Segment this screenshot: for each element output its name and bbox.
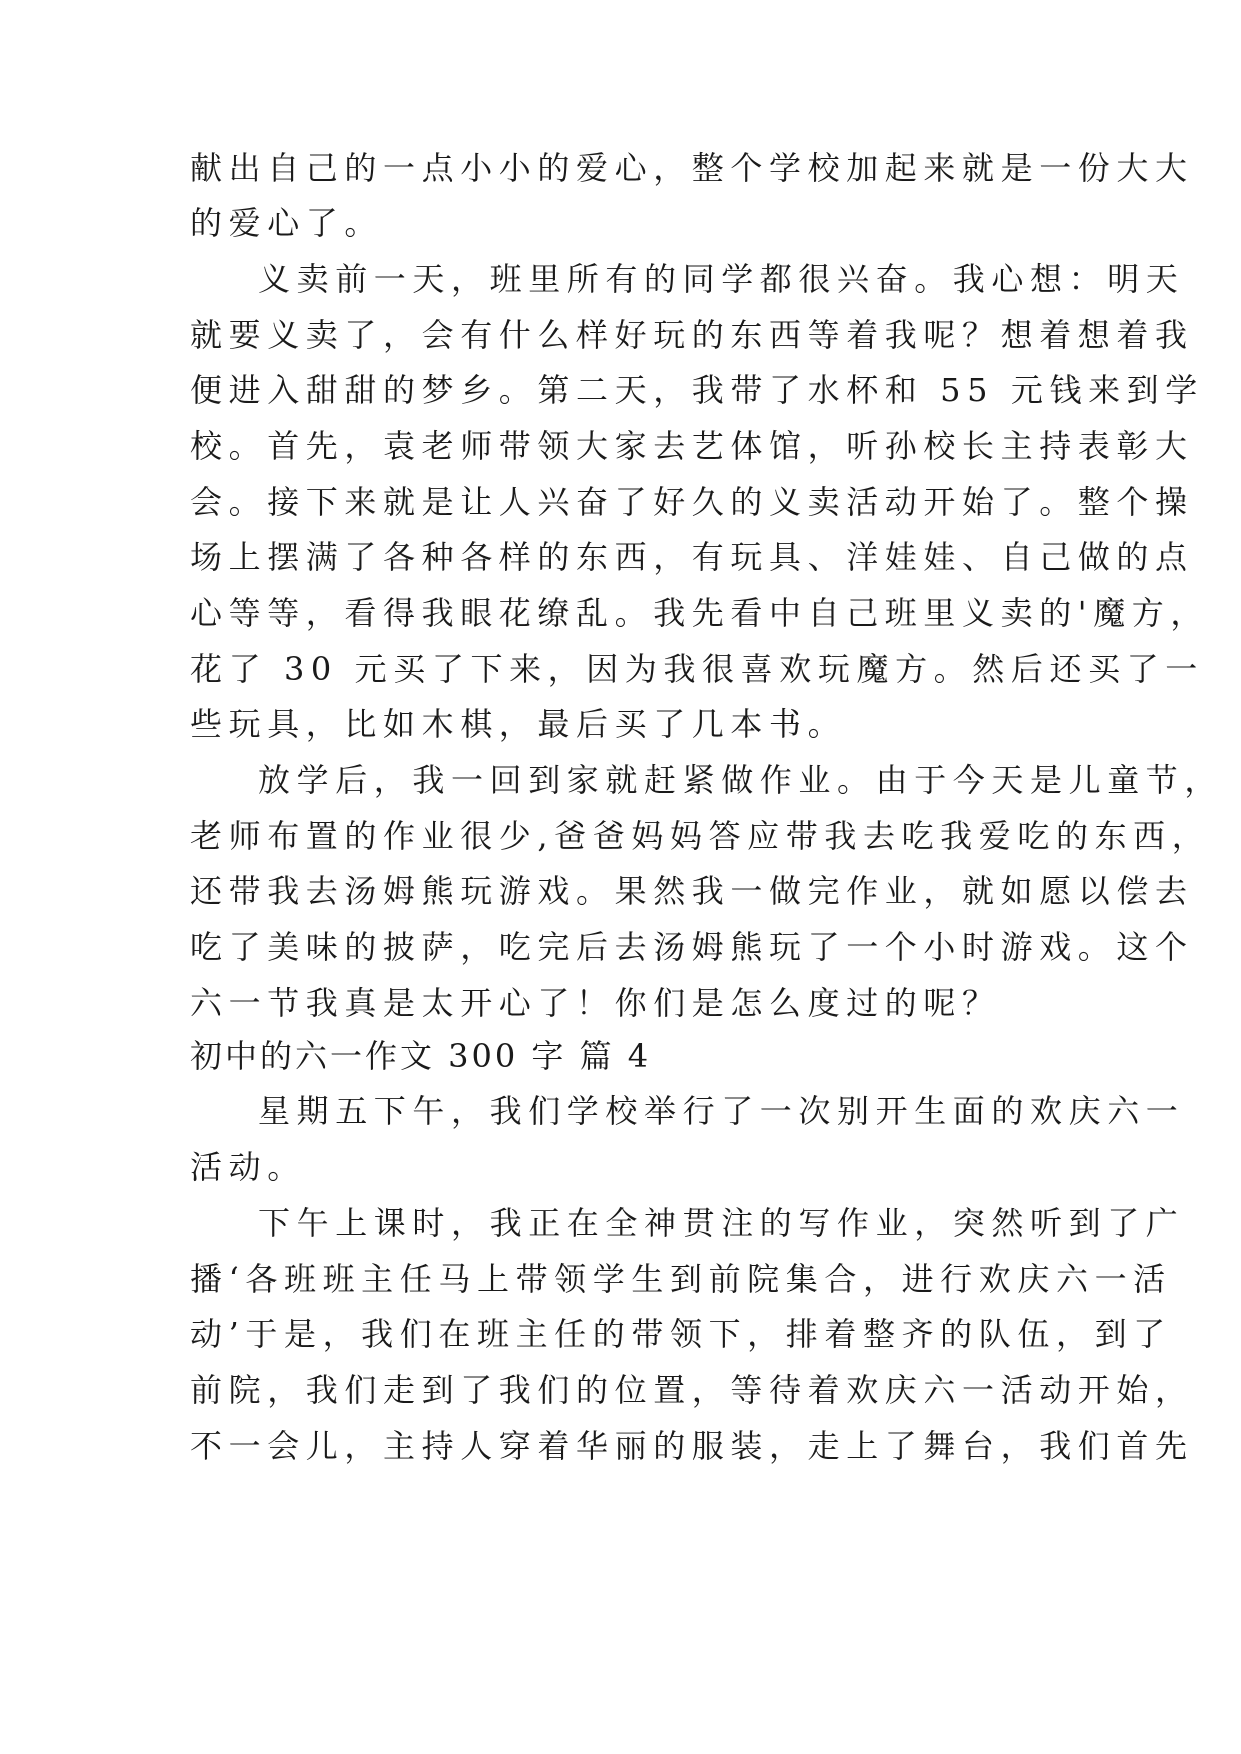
paragraph-line: 便进入甜甜的梦乡。第二天，我带了水杯和 55 元钱来到学: [190, 371, 1204, 409]
paragraph-line: 会。接下来就是让人兴奋了好久的义卖活动开始了。整个操: [190, 483, 1194, 521]
paragraph-line: 心等等，看得我眼花缭乱。我先看中自己班里义卖的'魔方，: [190, 594, 1209, 632]
paragraph-line: 还带我去汤姆熊玩游戏。果然我一做完作业，就如愿以偿去: [190, 872, 1194, 910]
paragraph-line: 吃了美味的披萨，吃完后去汤姆熊玩了一个小时游戏。这个: [190, 928, 1194, 966]
paragraph-line: 播‘各班班主任马上带领学生到前院集合，进行欢庆六一活: [190, 1260, 1172, 1298]
paragraph-line: 义卖前一天，班里所有的同学都很兴奋。我心想：明天: [258, 260, 1185, 298]
paragraph-line: 献出自己的一点小小的爱心，整个学校加起来就是一份大大: [190, 149, 1194, 187]
paragraph-line: 下午上课时，我正在全神贯注的写作业，突然听到了广: [258, 1204, 1185, 1242]
paragraph-line: 老师布置的作业很少,爸爸妈妈答应带我去吃我爱吃的东西，: [190, 817, 1211, 855]
paragraph-line: 动’于是，我们在班主任的带领下，排着整齐的队伍，到了: [190, 1315, 1172, 1353]
paragraph-line: 校。首先，袁老师带领大家去艺体馆，听孙校长主持表彰大: [190, 427, 1194, 465]
section-heading: 初中的六一作文 300 字 篇 4: [190, 1037, 652, 1075]
paragraph-line: 些玩具，比如木棋，最后买了几本书。: [190, 705, 847, 743]
paragraph-line: 前院，我们走到了我们的位置，等待着欢庆六一活动开始，: [190, 1371, 1194, 1409]
paragraph-line: 活动。: [190, 1148, 306, 1186]
paragraph-line: 的爱心了。: [190, 204, 384, 242]
paragraph-line: 放学后，我一回到家就赶紧做作业。由于今天是儿童节，: [258, 761, 1224, 799]
paragraph-line: 就要义卖了，会有什么样好玩的东西等着我呢？想着想着我: [190, 316, 1194, 354]
paragraph-line: 花了 30 元买了下来，因为我很喜欢玩魔方。然后还买了一: [190, 650, 1204, 688]
paragraph-line: 不一会儿，主持人穿着华丽的服装，走上了舞台，我们首先: [190, 1427, 1194, 1465]
paragraph-line: 六一节我真是太开心了！你们是怎么度过的呢？: [190, 984, 1001, 1022]
paragraph-line: 星期五下午，我们学校举行了一次别开生面的欢庆六一: [258, 1092, 1185, 1130]
paragraph-line: 场上摆满了各种各样的东西，有玩具、洋娃娃、自己做的点: [190, 538, 1194, 576]
